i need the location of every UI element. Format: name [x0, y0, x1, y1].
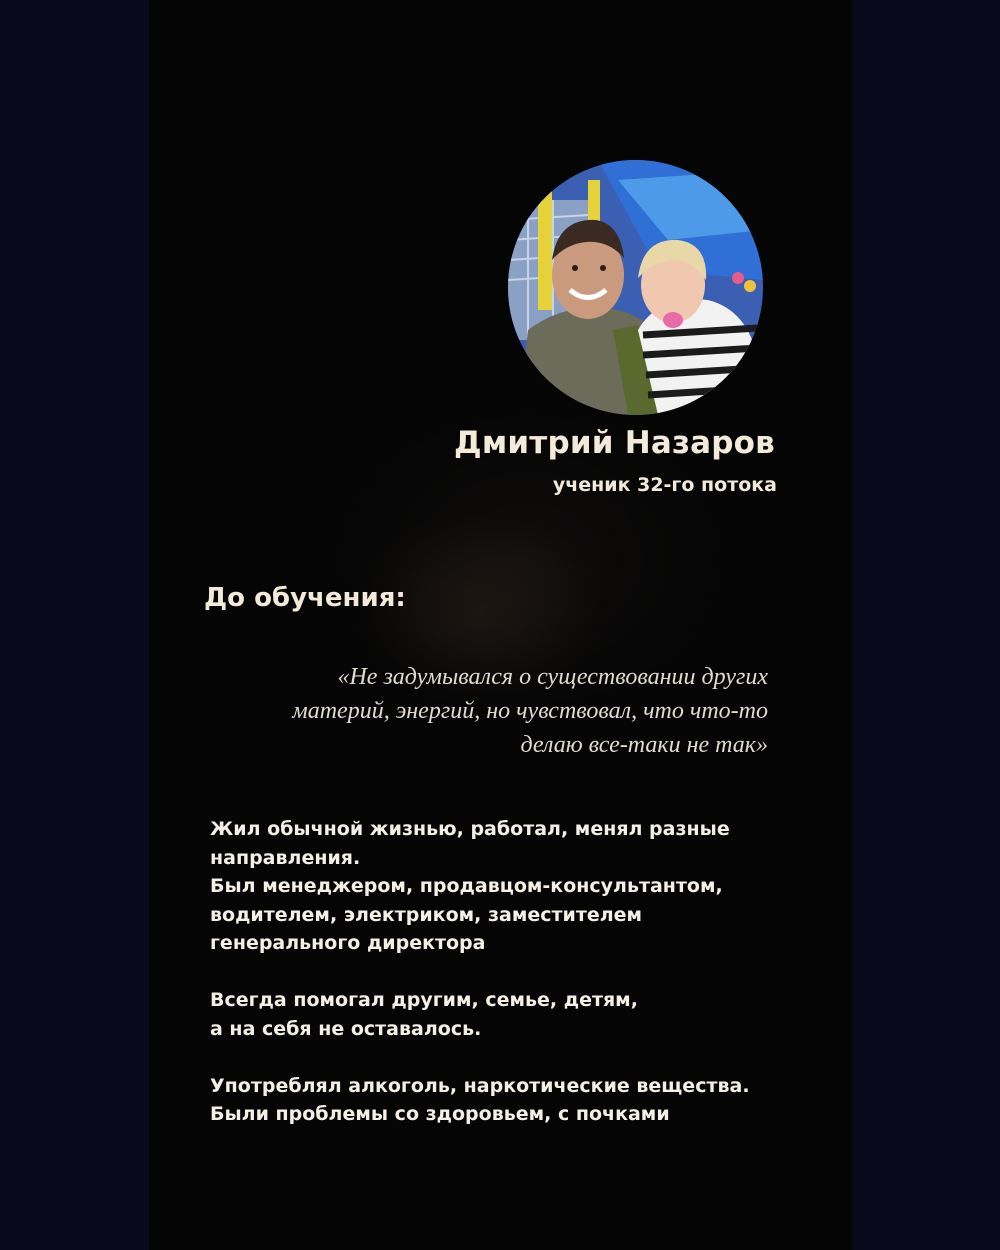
- avatar-photo: [508, 160, 763, 415]
- body-line: Был менеджером, продавцом-консультантом,: [210, 875, 723, 897]
- body-line: Жил обычной жизнью, работал, менял разные: [210, 818, 730, 840]
- paragraph-work: [210, 815, 810, 958]
- quote-line: делаю все-таки не так»: [520, 732, 768, 758]
- person-subtitle: ученик 32-го потока: [552, 474, 777, 496]
- avatar-illustration: [508, 160, 763, 415]
- body-line: Всегда помогал другим, семье, детям,: [210, 989, 638, 1011]
- testimonial-quote: [208, 660, 768, 762]
- body-line: направления.: [210, 846, 361, 869]
- paragraph-gap: [210, 1043, 810, 1072]
- body-line: водителем, электриком, заместителем: [210, 903, 643, 926]
- story-card: [149, 0, 852, 1250]
- story-body: [210, 815, 810, 1129]
- section-heading: До обучения:: [204, 583, 406, 613]
- person-name: Дмитрий Назаров: [454, 425, 775, 461]
- paragraph-family: [210, 986, 810, 1043]
- body-line: Употреблял алкоголь, наркотические вещества.: [210, 1074, 750, 1097]
- body-line: генерального директора: [210, 932, 486, 954]
- body-line: Были проблемы со здоровьем, с почками: [210, 1103, 670, 1125]
- paragraph-gap: [210, 958, 810, 987]
- quote-line: «Не задумывался о существовании других: [337, 664, 768, 690]
- paragraph-health: [210, 1072, 810, 1129]
- quote-line: материй, энергий, но чувствовал, что что-то: [292, 698, 768, 724]
- body-line: а на себя не оставалось.: [210, 1017, 482, 1040]
